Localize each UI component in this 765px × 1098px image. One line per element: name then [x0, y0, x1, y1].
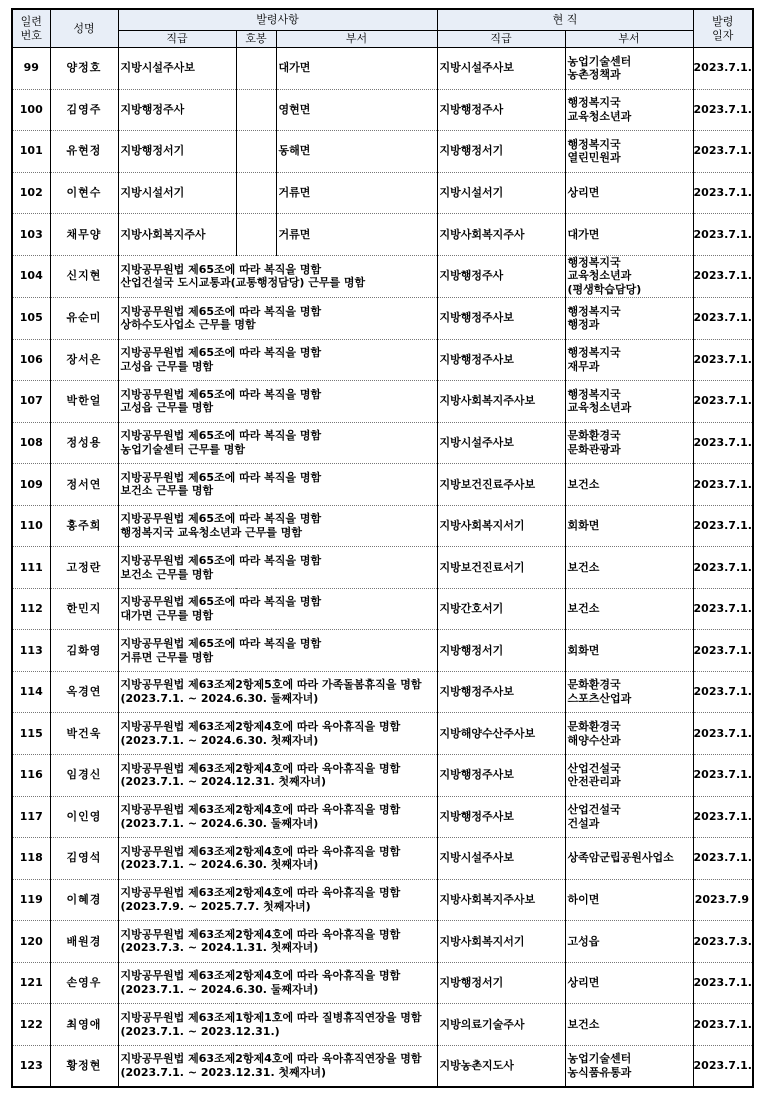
cell-name: 임경신 [50, 755, 118, 797]
table-row [12, 755, 753, 797]
cell-current-grade: 지방행정주사보 [437, 755, 565, 797]
table-row [12, 879, 753, 921]
cell-current-grade: 지방농촌지도사 [437, 1045, 565, 1087]
cell-appointment-grade: 지방시설주사보 [118, 48, 236, 90]
cell-serial-number: 121 [12, 962, 50, 1004]
cell-appointment-note: 지방공무원법 제63조제2항제4호에 따라 육아휴직을 명함 (2023.7.1. ~ 2024.6.30. 둘째자녀) [118, 796, 437, 838]
cell-current-dept: 보건소 [565, 547, 693, 589]
cell-name: 고정란 [50, 547, 118, 589]
cell-name: 김화영 [50, 630, 118, 672]
header-current-group: 현 직 [437, 9, 693, 31]
cell-appointment-note: 지방공무원법 제63조제2항제4호에 따라 육아휴직연장을 명함 (2023.7.1. ~ 2023.12.31. 첫째자녀) [118, 1045, 437, 1087]
header-appointment-date: 발령 일자 [693, 9, 753, 48]
cell-name: 홍주희 [50, 505, 118, 547]
cell-appointment-note: 지방공무원법 제65조에 따라 복직을 명함 보건소 근무를 명함 [118, 547, 437, 589]
table-row [12, 172, 753, 214]
cell-name: 배원경 [50, 921, 118, 963]
cell-appointment-date: 2023.7.1. [693, 1004, 753, 1046]
table-row [12, 962, 753, 1004]
table-row [12, 671, 753, 713]
cell-current-grade: 지방해양수산주사보 [437, 713, 565, 755]
cell-appointment-step [236, 172, 276, 214]
header-appointment-grade: 직급 [118, 31, 236, 48]
cell-appointment-note: 지방공무원법 제65조에 따라 복직을 명함 행정복지국 교육청소년과 근무를 명함 [118, 505, 437, 547]
cell-appointment-step [236, 48, 276, 90]
cell-current-dept: 고성읍 [565, 921, 693, 963]
cell-appointment-note: 지방공무원법 제63조제2항제4호에 따라 육아휴직을 명함 (2023.7.1. ~ 2024.6.30. 둘째자녀) [118, 962, 437, 1004]
cell-current-grade: 지방시설서기 [437, 172, 565, 214]
cell-current-grade: 지방간호서기 [437, 588, 565, 630]
table-row [12, 255, 753, 297]
cell-appointment-grade: 지방행정서기 [118, 131, 236, 173]
table-row [12, 547, 753, 589]
cell-serial-number: 110 [12, 505, 50, 547]
cell-current-grade: 지방사회복지주사보 [437, 879, 565, 921]
cell-appointment-date: 2023.7.1. [693, 1045, 753, 1087]
cell-serial-number: 102 [12, 172, 50, 214]
cell-serial-number: 118 [12, 838, 50, 880]
cell-name: 최영애 [50, 1004, 118, 1046]
table-row [12, 464, 753, 506]
header-appointment-group: 발령사항 [118, 9, 437, 31]
cell-appointment-date: 2023.7.1. [693, 962, 753, 1004]
cell-appointment-date: 2023.7.1. [693, 214, 753, 256]
cell-current-dept: 행정복지국 교육청소년과 (평생학습담당) [565, 255, 693, 297]
cell-appointment-date: 2023.7.1. [693, 131, 753, 173]
cell-appointment-date: 2023.7.1. [693, 172, 753, 214]
cell-serial-number: 109 [12, 464, 50, 506]
cell-appointment-note: 지방공무원법 제65조에 따라 복직을 명함 농업기술센터 근무를 명함 [118, 422, 437, 464]
cell-current-grade: 지방행정서기 [437, 962, 565, 1004]
cell-appointment-note: 지방공무원법 제63조제1항제1호에 따라 질병휴직연장을 명함 (2023.7.1. ~ 2023.12.31.) [118, 1004, 437, 1046]
cell-appointment-date: 2023.7.1. [693, 630, 753, 672]
cell-current-grade: 지방시설주사보 [437, 422, 565, 464]
cell-current-grade: 지방행정주사 [437, 255, 565, 297]
cell-appointment-date: 2023.7.1. [693, 255, 753, 297]
cell-name: 황정현 [50, 1045, 118, 1087]
cell-name: 옥경연 [50, 671, 118, 713]
header-name: 성명 [50, 9, 118, 48]
table-header [12, 9, 753, 48]
cell-serial-number: 119 [12, 879, 50, 921]
table-row [12, 214, 753, 256]
cell-serial-number: 116 [12, 755, 50, 797]
table-row [12, 505, 753, 547]
cell-current-dept: 산업건설국 안전관리과 [565, 755, 693, 797]
cell-current-dept: 문화환경국 문화관광과 [565, 422, 693, 464]
table-row [12, 297, 753, 339]
cell-current-dept: 행정복지국 행정과 [565, 297, 693, 339]
cell-serial-number: 105 [12, 297, 50, 339]
cell-name: 양정호 [50, 48, 118, 90]
cell-appointment-note: 지방공무원법 제65조에 따라 복직을 명함 고성읍 근무를 명함 [118, 339, 437, 381]
cell-appointment-date: 2023.7.1. [693, 838, 753, 880]
cell-name: 손영우 [50, 962, 118, 1004]
cell-appointment-note: 지방공무원법 제65조에 따라 복직을 명함 거류면 근무를 명함 [118, 630, 437, 672]
cell-appointment-note: 지방공무원법 제65조에 따라 복직을 명함 보건소 근무를 명함 [118, 464, 437, 506]
cell-current-dept: 상리면 [565, 172, 693, 214]
cell-appointment-note: 지방공무원법 제65조에 따라 복직을 명함 산업건설국 도시교통과(교통행정담당) 근무를 명함 [118, 255, 437, 297]
table-row [12, 1045, 753, 1087]
table-body [12, 48, 753, 1088]
cell-current-grade: 지방사회복지서기 [437, 921, 565, 963]
cell-name: 장서은 [50, 339, 118, 381]
cell-appointment-date: 2023.7.1. [693, 505, 753, 547]
table-row [12, 796, 753, 838]
cell-appointment-date: 2023.7.1. [693, 464, 753, 506]
cell-appointment-date: 2023.7.1. [693, 297, 753, 339]
table-row [12, 1004, 753, 1046]
table-row [12, 838, 753, 880]
cell-appointment-date: 2023.7.1. [693, 381, 753, 423]
header-current-grade: 직급 [437, 31, 565, 48]
cell-current-dept: 상족암군립공원사업소 [565, 838, 693, 880]
cell-serial-number: 122 [12, 1004, 50, 1046]
cell-appointment-date: 2023.7.1. [693, 89, 753, 131]
cell-appointment-dept: 거류면 [276, 172, 437, 214]
cell-name: 김영주 [50, 89, 118, 131]
cell-current-grade: 지방행정서기 [437, 131, 565, 173]
cell-appointment-date: 2023.7.3. [693, 921, 753, 963]
appointment-table-container [11, 8, 754, 1088]
cell-serial-number: 112 [12, 588, 50, 630]
cell-current-grade: 지방사회복지서기 [437, 505, 565, 547]
cell-name: 박건욱 [50, 713, 118, 755]
cell-current-grade: 지방행정주사보 [437, 671, 565, 713]
cell-appointment-note: 지방공무원법 제65조에 따라 복직을 명함 대가면 근무를 명함 [118, 588, 437, 630]
header-appointment-step: 호봉 [236, 31, 276, 48]
header-appointment-dept: 부서 [276, 31, 437, 48]
cell-current-dept: 행정복지국 재무과 [565, 339, 693, 381]
cell-appointment-dept: 거류면 [276, 214, 437, 256]
cell-appointment-date: 2023.7.1. [693, 671, 753, 713]
cell-appointment-grade: 지방행정주사 [118, 89, 236, 131]
cell-appointment-note: 지방공무원법 제65조에 따라 복직을 명함 고성읍 근무를 명함 [118, 381, 437, 423]
cell-current-dept: 회화면 [565, 505, 693, 547]
cell-name: 이인영 [50, 796, 118, 838]
cell-current-grade: 지방보건진료서기 [437, 547, 565, 589]
header-serial-number: 일련 번호 [12, 9, 50, 48]
cell-appointment-date: 2023.7.1. [693, 755, 753, 797]
cell-current-dept: 회화면 [565, 630, 693, 672]
cell-current-dept: 대가면 [565, 214, 693, 256]
cell-current-grade: 지방시설주사보 [437, 48, 565, 90]
cell-appointment-note: 지방공무원법 제65조에 따라 복직을 명함 상하수도사업소 근무를 명함 [118, 297, 437, 339]
cell-appointment-date: 2023.7.1. [693, 588, 753, 630]
cell-appointment-date: 2023.7.1. [693, 796, 753, 838]
cell-name: 유순미 [50, 297, 118, 339]
cell-serial-number: 103 [12, 214, 50, 256]
cell-appointment-date: 2023.7.1. [693, 339, 753, 381]
cell-appointment-note: 지방공무원법 제63조제2항제4호에 따라 육아휴직을 명함 (2023.7.1. ~ 2024.6.30. 첫째자녀) [118, 713, 437, 755]
cell-current-grade: 지방행정주사 [437, 89, 565, 131]
cell-appointment-dept: 동해면 [276, 131, 437, 173]
cell-appointment-step [236, 89, 276, 131]
table-row [12, 48, 753, 90]
cell-name: 박한얼 [50, 381, 118, 423]
cell-serial-number: 111 [12, 547, 50, 589]
cell-name: 김영석 [50, 838, 118, 880]
cell-appointment-grade: 지방사회복지주사 [118, 214, 236, 256]
cell-appointment-note: 지방공무원법 제63조제2항제4호에 따라 육아휴직을 명함 (2023.7.3. ~ 2024.1.31. 첫째자녀) [118, 921, 437, 963]
cell-current-dept: 농업기술센터 농촌정책과 [565, 48, 693, 90]
cell-serial-number: 113 [12, 630, 50, 672]
cell-current-dept: 상리면 [565, 962, 693, 1004]
table-row [12, 381, 753, 423]
cell-serial-number: 99 [12, 48, 50, 90]
cell-current-dept: 행정복지국 교육청소년과 [565, 89, 693, 131]
cell-name: 이혜경 [50, 879, 118, 921]
cell-current-dept: 산업건설국 건설과 [565, 796, 693, 838]
cell-current-grade: 지방행정주사보 [437, 339, 565, 381]
cell-serial-number: 106 [12, 339, 50, 381]
cell-current-grade: 지방행정주사보 [437, 796, 565, 838]
cell-current-dept: 문화환경국 스포츠산업과 [565, 671, 693, 713]
table-row [12, 422, 753, 464]
cell-serial-number: 104 [12, 255, 50, 297]
cell-serial-number: 101 [12, 131, 50, 173]
cell-appointment-dept: 대가면 [276, 48, 437, 90]
cell-current-grade: 지방사회복지주사 [437, 214, 565, 256]
cell-current-grade: 지방의료기술주사 [437, 1004, 565, 1046]
cell-appointment-note: 지방공무원법 제63조제2항제5호에 따라 가족돌봄휴직을 명함 (2023.7.1. ~ 2024.6.30. 둘째자녀) [118, 671, 437, 713]
cell-appointment-note: 지방공무원법 제63조제2항제4호에 따라 육아휴직을 명함 (2023.7.1. ~ 2024.12.31. 첫째자녀) [118, 755, 437, 797]
cell-serial-number: 120 [12, 921, 50, 963]
cell-serial-number: 100 [12, 89, 50, 131]
table-row [12, 921, 753, 963]
cell-name: 한민지 [50, 588, 118, 630]
cell-name: 채무양 [50, 214, 118, 256]
cell-current-grade: 지방보건진료주사보 [437, 464, 565, 506]
cell-appointment-date: 2023.7.1. [693, 422, 753, 464]
cell-current-dept: 하이면 [565, 879, 693, 921]
cell-name: 정성용 [50, 422, 118, 464]
cell-serial-number: 115 [12, 713, 50, 755]
cell-current-dept: 농업기술센터 농식품유통과 [565, 1045, 693, 1087]
table-row [12, 131, 753, 173]
cell-serial-number: 108 [12, 422, 50, 464]
cell-serial-number: 107 [12, 381, 50, 423]
table-row [12, 339, 753, 381]
table-row [12, 588, 753, 630]
cell-current-dept: 보건소 [565, 588, 693, 630]
table-row [12, 89, 753, 131]
cell-appointment-date: 2023.7.1. [693, 547, 753, 589]
cell-current-grade: 지방사회복지주사보 [437, 381, 565, 423]
cell-appointment-note: 지방공무원법 제63조제2항제4호에 따라 육아휴직을 명함 (2023.7.9. ~ 2025.7.7. 첫째자녀) [118, 879, 437, 921]
cell-appointment-step [236, 214, 276, 256]
cell-name: 정서연 [50, 464, 118, 506]
cell-appointment-note: 지방공무원법 제63조제2항제4호에 따라 육아휴직을 명함 (2023.7.1. ~ 2024.6.30. 첫째자녀) [118, 838, 437, 880]
cell-appointment-date: 2023.7.1. [693, 713, 753, 755]
cell-current-dept: 행정복지국 교육청소년과 [565, 381, 693, 423]
cell-name: 이현수 [50, 172, 118, 214]
cell-serial-number: 123 [12, 1045, 50, 1087]
cell-appointment-dept: 영현면 [276, 89, 437, 131]
cell-serial-number: 114 [12, 671, 50, 713]
cell-appointment-grade: 지방시설서기 [118, 172, 236, 214]
cell-current-dept: 보건소 [565, 464, 693, 506]
cell-name: 유현정 [50, 131, 118, 173]
cell-current-dept: 보건소 [565, 1004, 693, 1046]
cell-current-grade: 지방행정주사보 [437, 297, 565, 339]
cell-appointment-date: 2023.7.1. [693, 48, 753, 90]
cell-current-dept: 행정복지국 열린민원과 [565, 131, 693, 173]
cell-current-grade: 지방시설주사보 [437, 838, 565, 880]
cell-name: 신지현 [50, 255, 118, 297]
cell-current-dept: 문화환경국 해양수산과 [565, 713, 693, 755]
table-row [12, 713, 753, 755]
table-row [12, 630, 753, 672]
appointment-table [11, 8, 754, 1088]
cell-serial-number: 117 [12, 796, 50, 838]
cell-appointment-date: 2023.7.9 [693, 879, 753, 921]
cell-appointment-step [236, 131, 276, 173]
header-current-dept: 부서 [565, 31, 693, 48]
cell-current-grade: 지방행정서기 [437, 630, 565, 672]
